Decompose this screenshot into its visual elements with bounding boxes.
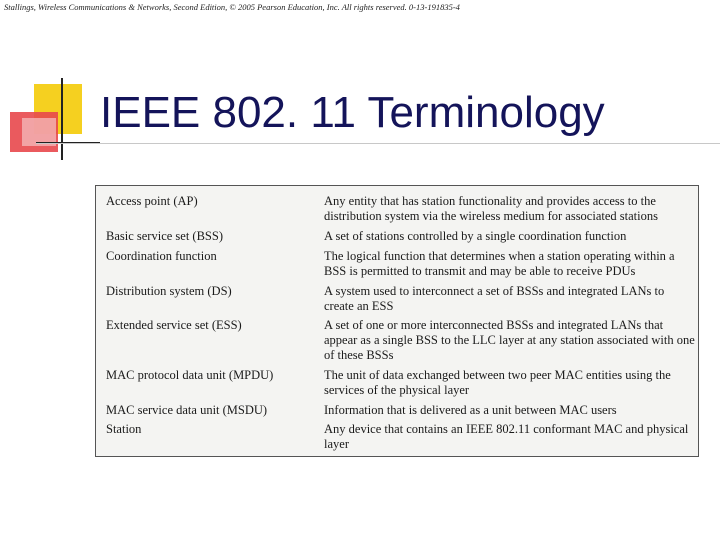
term-label: MAC protocol data unit (MPDU) — [106, 368, 274, 382]
term-label: MAC service data unit (MSDU) — [106, 403, 268, 417]
title-underline — [36, 143, 720, 144]
term-definition: Information that is delivered as a unit between MAC users — [324, 403, 617, 417]
term-definition: The unit of data exchanged between two peer MAC entities using the services of the physical layer — [324, 368, 671, 397]
term-label: Coordination function — [106, 249, 217, 263]
term-definition: A set of one or more interconnected BSSs and integrated LANs that appear as a single BSS to the LLC layer at any station associated with one of these BSSs — [324, 318, 695, 362]
term-label: Extended service set (ESS) — [106, 318, 242, 332]
term-label: Distribution system (DS) — [106, 284, 232, 298]
term-definition: A system used to interconnect a set of BSSs and integrated LANs to create an ESS — [324, 284, 665, 313]
term-definition: Any device that contains an IEEE 802.11 conformant MAC and physical layer — [324, 422, 689, 451]
term-definition: The logical function that determines when a station operating within a BSS is permitted to transmit and may be able to receive PDUs — [324, 249, 675, 278]
term-label: Basic service set (BSS) — [106, 229, 223, 243]
decorative-squares-logo — [0, 0, 130, 170]
term-label: Access point (AP) — [106, 194, 198, 208]
pink-square — [22, 118, 56, 146]
term-label: Station — [106, 422, 142, 436]
copyright-header: Stallings, Wireless Communications & Networks, Second Edition, © 2005 Pearson Education, Inc. All rights reserved. 0-13-191835-4 — [4, 2, 460, 12]
term-definition: Any entity that has station functionality and provides access to the distribution system via the wireless medium for associated stations — [324, 194, 658, 223]
term-definition: A set of stations controlled by a single coordination function — [324, 229, 627, 243]
slide-title: IEEE 802. 11 Terminology — [100, 88, 605, 137]
terminology-table — [95, 185, 699, 457]
